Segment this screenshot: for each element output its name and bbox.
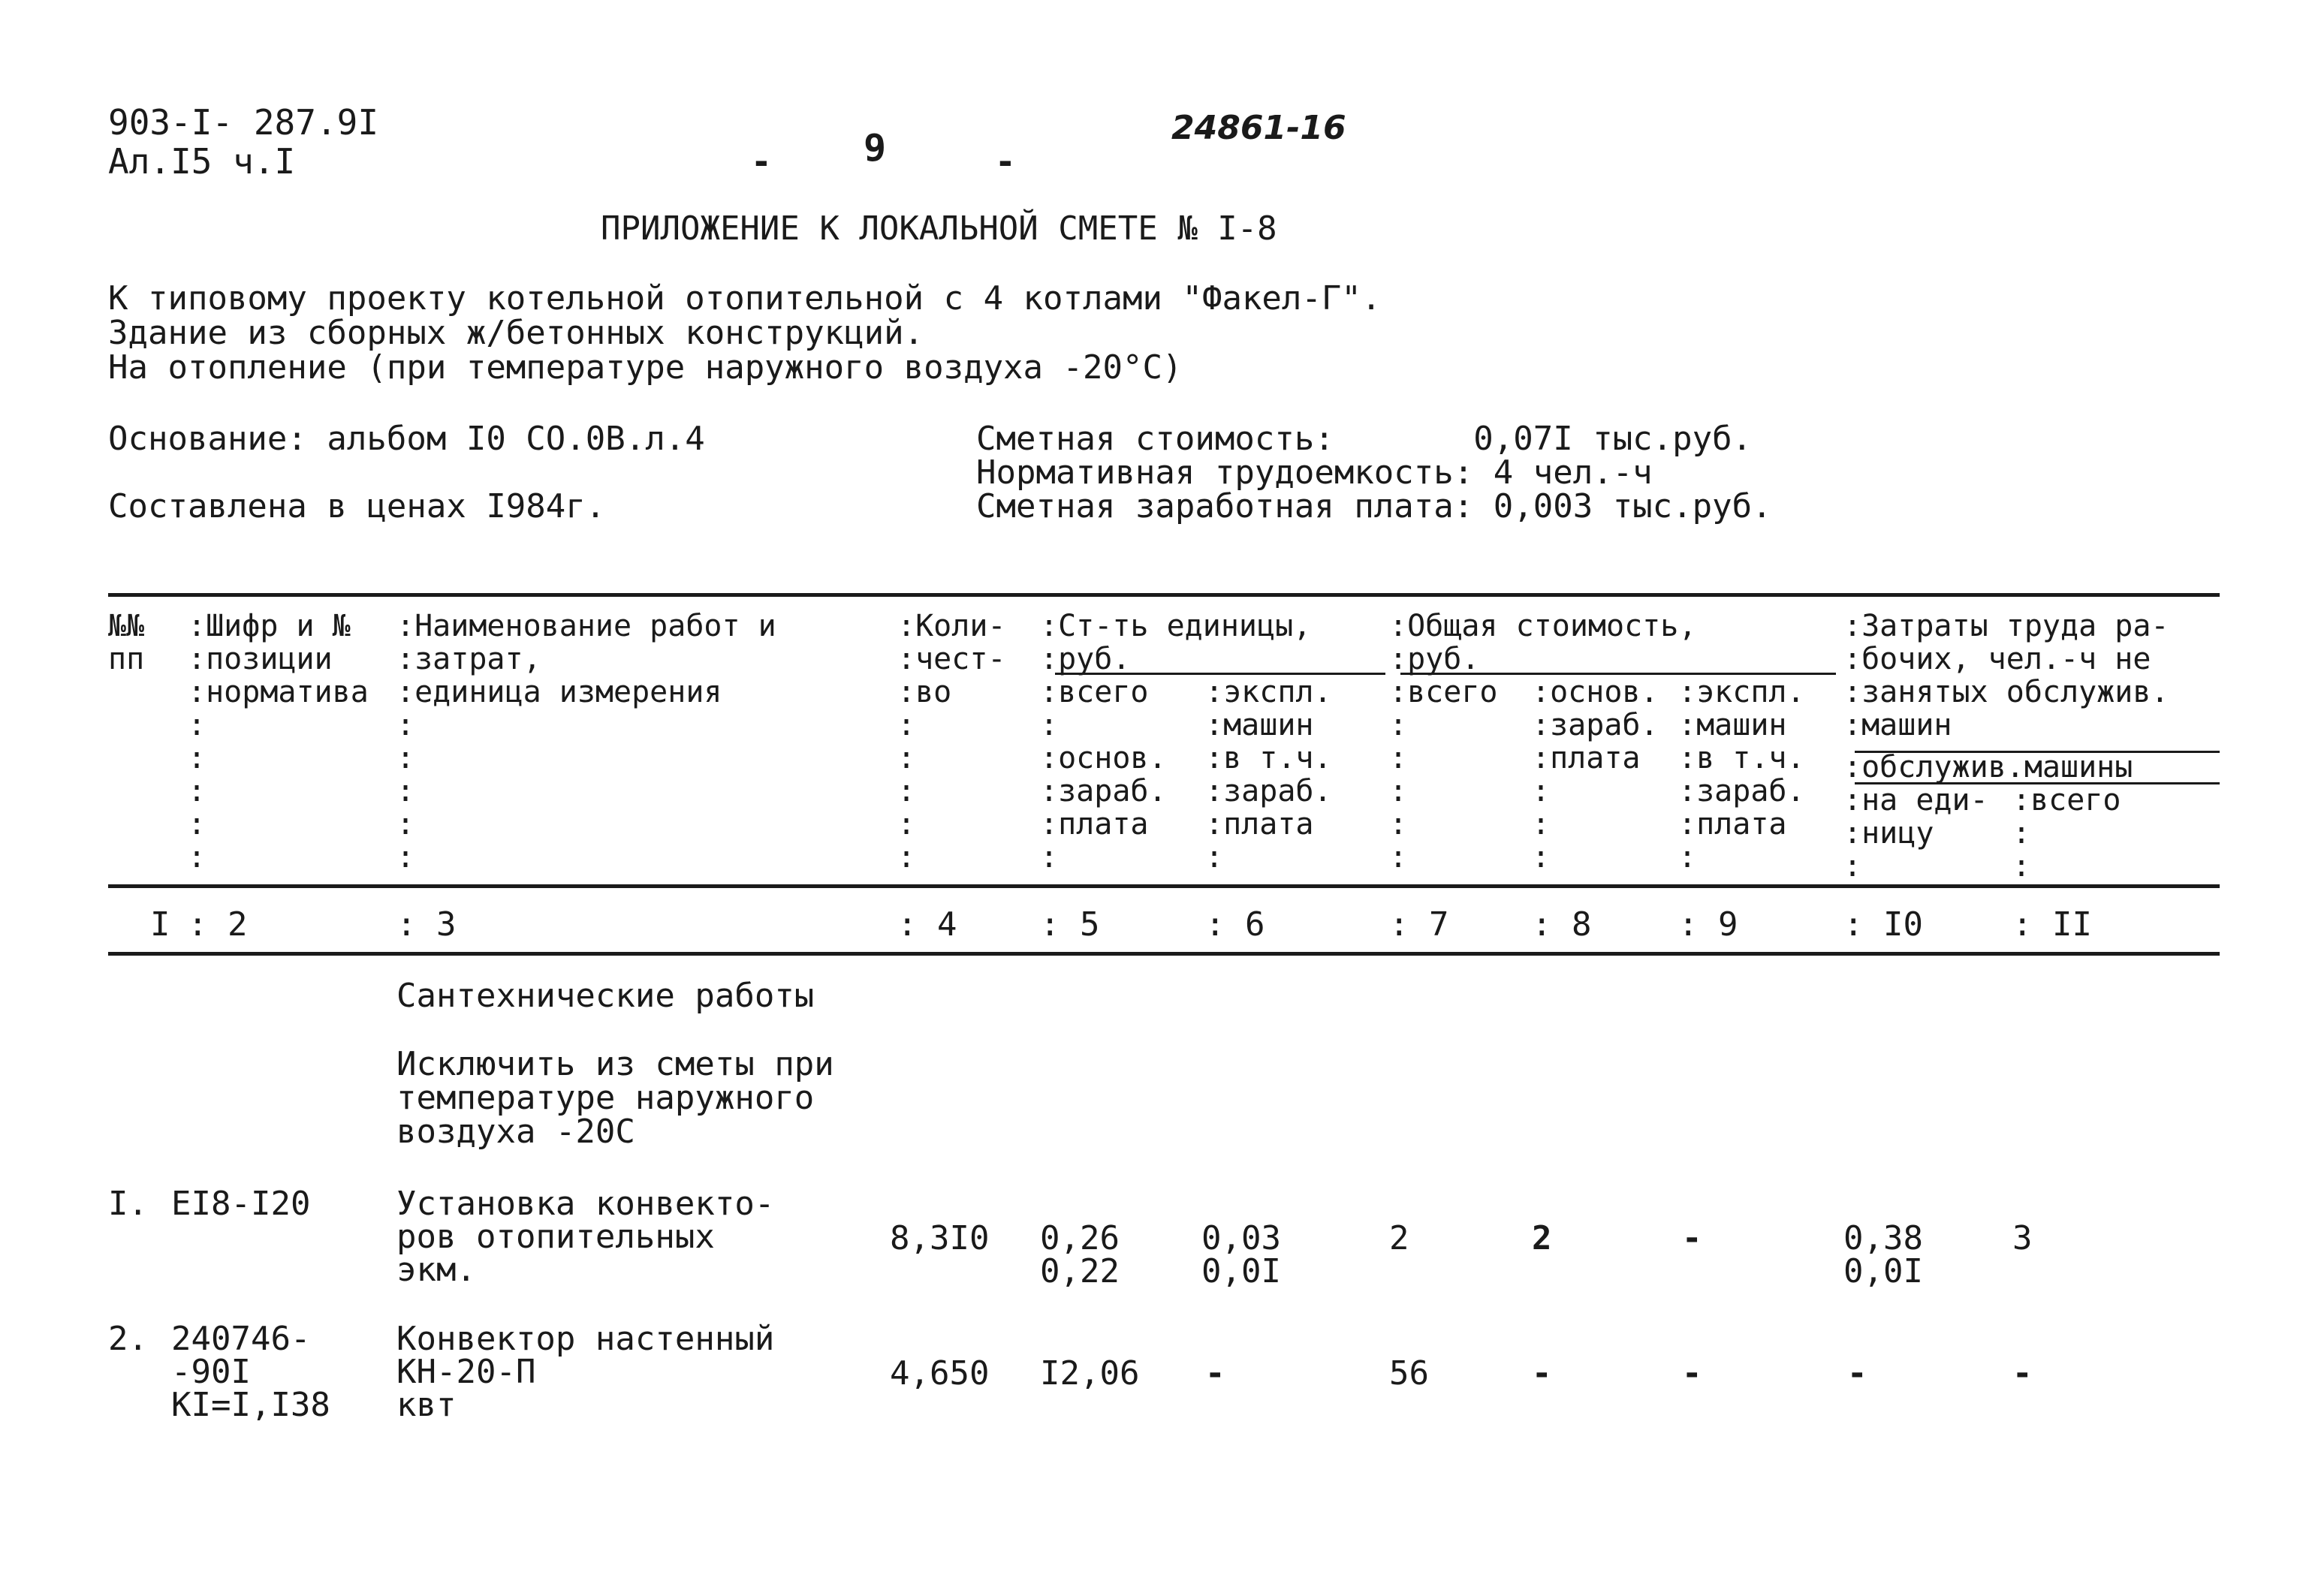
header-total-cost: :Общая стоимость, — [1389, 609, 1697, 643]
section-note: Исключить из сметы при температуре наружного воздуха -20С — [396, 1045, 834, 1151]
row2-num: 2. — [108, 1320, 148, 1358]
colnum-6: : 6 — [1205, 905, 1265, 944]
prices-line: Составлена в ценах I984г. — [108, 487, 606, 525]
row1-num: I. — [108, 1185, 148, 1223]
colnum-2: : 2 — [188, 905, 248, 944]
header-code: :Шифр и № :позиции :норматива : : : : : — [188, 609, 369, 875]
document-code: 903-I- 287.9I — [108, 102, 379, 143]
header-total: :всего : : : : : — [1389, 675, 1498, 875]
dash-right: - — [995, 141, 1016, 182]
row1-machines: - — [1682, 1219, 1702, 1257]
section-title: Сантехнические работы — [396, 977, 815, 1015]
intro-line-2: Здание из сборных ж/бетонных конструкций. — [108, 314, 924, 352]
row1-code: ЕI8-I20 — [171, 1185, 311, 1223]
header-unit-total: :всего : :основ. :зараб. :плата : — [1040, 675, 1167, 875]
header-labor-total: :всего : : — [2012, 783, 2121, 884]
header-labor-unit: :на еди- :ницу : — [1843, 783, 1988, 884]
header-bottom-rule — [108, 884, 2220, 888]
row2-unit-machines: - — [1205, 1354, 1225, 1393]
header-unit-cost: :Ст-ть единицы, — [1040, 609, 1312, 643]
colnum-10: : I0 — [1843, 905, 1923, 944]
colnum-9: : 9 — [1678, 905, 1738, 944]
dash-left: - — [751, 141, 772, 182]
labor-intensity: Нормативная трудоемкость: 4 чел.-ч — [976, 453, 1653, 492]
page-number: 9 — [864, 126, 887, 170]
row1-wages: 2 — [1532, 1219, 1552, 1257]
table-top-rule — [108, 593, 2220, 597]
intro-line-3: На отопление (при температуре наружного воздуха -20°С) — [108, 348, 1183, 387]
colnum-11: : II — [2012, 905, 2092, 944]
row2-machines: - — [1682, 1354, 1702, 1393]
basis-line: Основание: альбом I0 СО.0В.л.4 — [108, 420, 705, 458]
colnum-7: : 7 — [1389, 905, 1449, 944]
header-labor-service: :обслужив.машины — [1843, 750, 2133, 784]
colnum-5: : 5 — [1040, 905, 1100, 944]
handwritten-reference: 24861-16 — [1171, 109, 1346, 147]
colnum-8: : 8 — [1532, 905, 1592, 944]
row1-unit-total: 0,26 0,22 — [1040, 1219, 1120, 1290]
row2-total: 56 — [1389, 1354, 1429, 1393]
row1-labor-unit: 0,38 0,0I — [1843, 1219, 1923, 1290]
colnum-bottom-rule — [108, 952, 2220, 956]
row1-total: 2 — [1389, 1219, 1409, 1257]
colnum-4: : 4 — [897, 905, 957, 944]
row2-name: Конвектор настенный КН-20-П квт — [396, 1320, 775, 1424]
header-unit-machines: :экспл. :машин :в т.ч. :зараб. :плата : — [1205, 675, 1332, 875]
row1-name: Установка конвекто- ров отопительных экм. — [396, 1185, 775, 1289]
header-name: :Наименование работ и :затрат, :единица измерения : : : : : — [396, 609, 776, 875]
row2-wages: - — [1532, 1354, 1552, 1393]
row1-labor-total: 3 — [2012, 1219, 2033, 1257]
row2-code: 240746- -90I KI=I,I38 — [171, 1320, 330, 1424]
colnum-3: : 3 — [396, 905, 457, 944]
row2-qty: 4,650 — [890, 1354, 990, 1393]
header-unit-cost-rub: :руб. — [1040, 642, 1131, 676]
row2-unit-total: I2,06 — [1040, 1354, 1140, 1393]
estimated-cost: Сметная стоимость: 0,07I тыс.руб. — [976, 420, 1753, 458]
header-machines: :экспл. :машин :в т.ч. :зараб. :плата : — [1678, 675, 1805, 875]
header-wages: :основ. :зараб. :плата : : : — [1532, 675, 1659, 875]
intro-line-1: К типовому проекту котельной отопительной с 4 котлами "Факел-Г". — [108, 279, 1382, 318]
header-labor: :Затраты труда ра- :бочих, чел.-ч не :занятых обслужив. :машин — [1843, 609, 2169, 742]
row1-unit-machines: 0,03 0,0I — [1201, 1219, 1281, 1290]
header-num: №№ пп — [108, 609, 145, 676]
row1-qty: 8,3I0 — [890, 1219, 990, 1257]
colnum-1: I — [150, 905, 170, 944]
header-total-cost-rub: :руб. — [1389, 642, 1480, 676]
album-part: Ал.I5 ч.I — [108, 141, 296, 182]
row2-labor-unit: - — [1847, 1354, 1867, 1393]
document-title: ПРИЛОЖЕНИЕ К ЛОКАЛЬНОЙ СМЕТЕ № I-8 — [601, 209, 1277, 248]
header-qty: :Коли- :чест- :во : : : : : — [897, 609, 1006, 875]
row2-labor-total: - — [2012, 1354, 2033, 1393]
estimated-wages: Сметная заработная плата: 0,003 тыс.руб. — [976, 487, 1772, 525]
